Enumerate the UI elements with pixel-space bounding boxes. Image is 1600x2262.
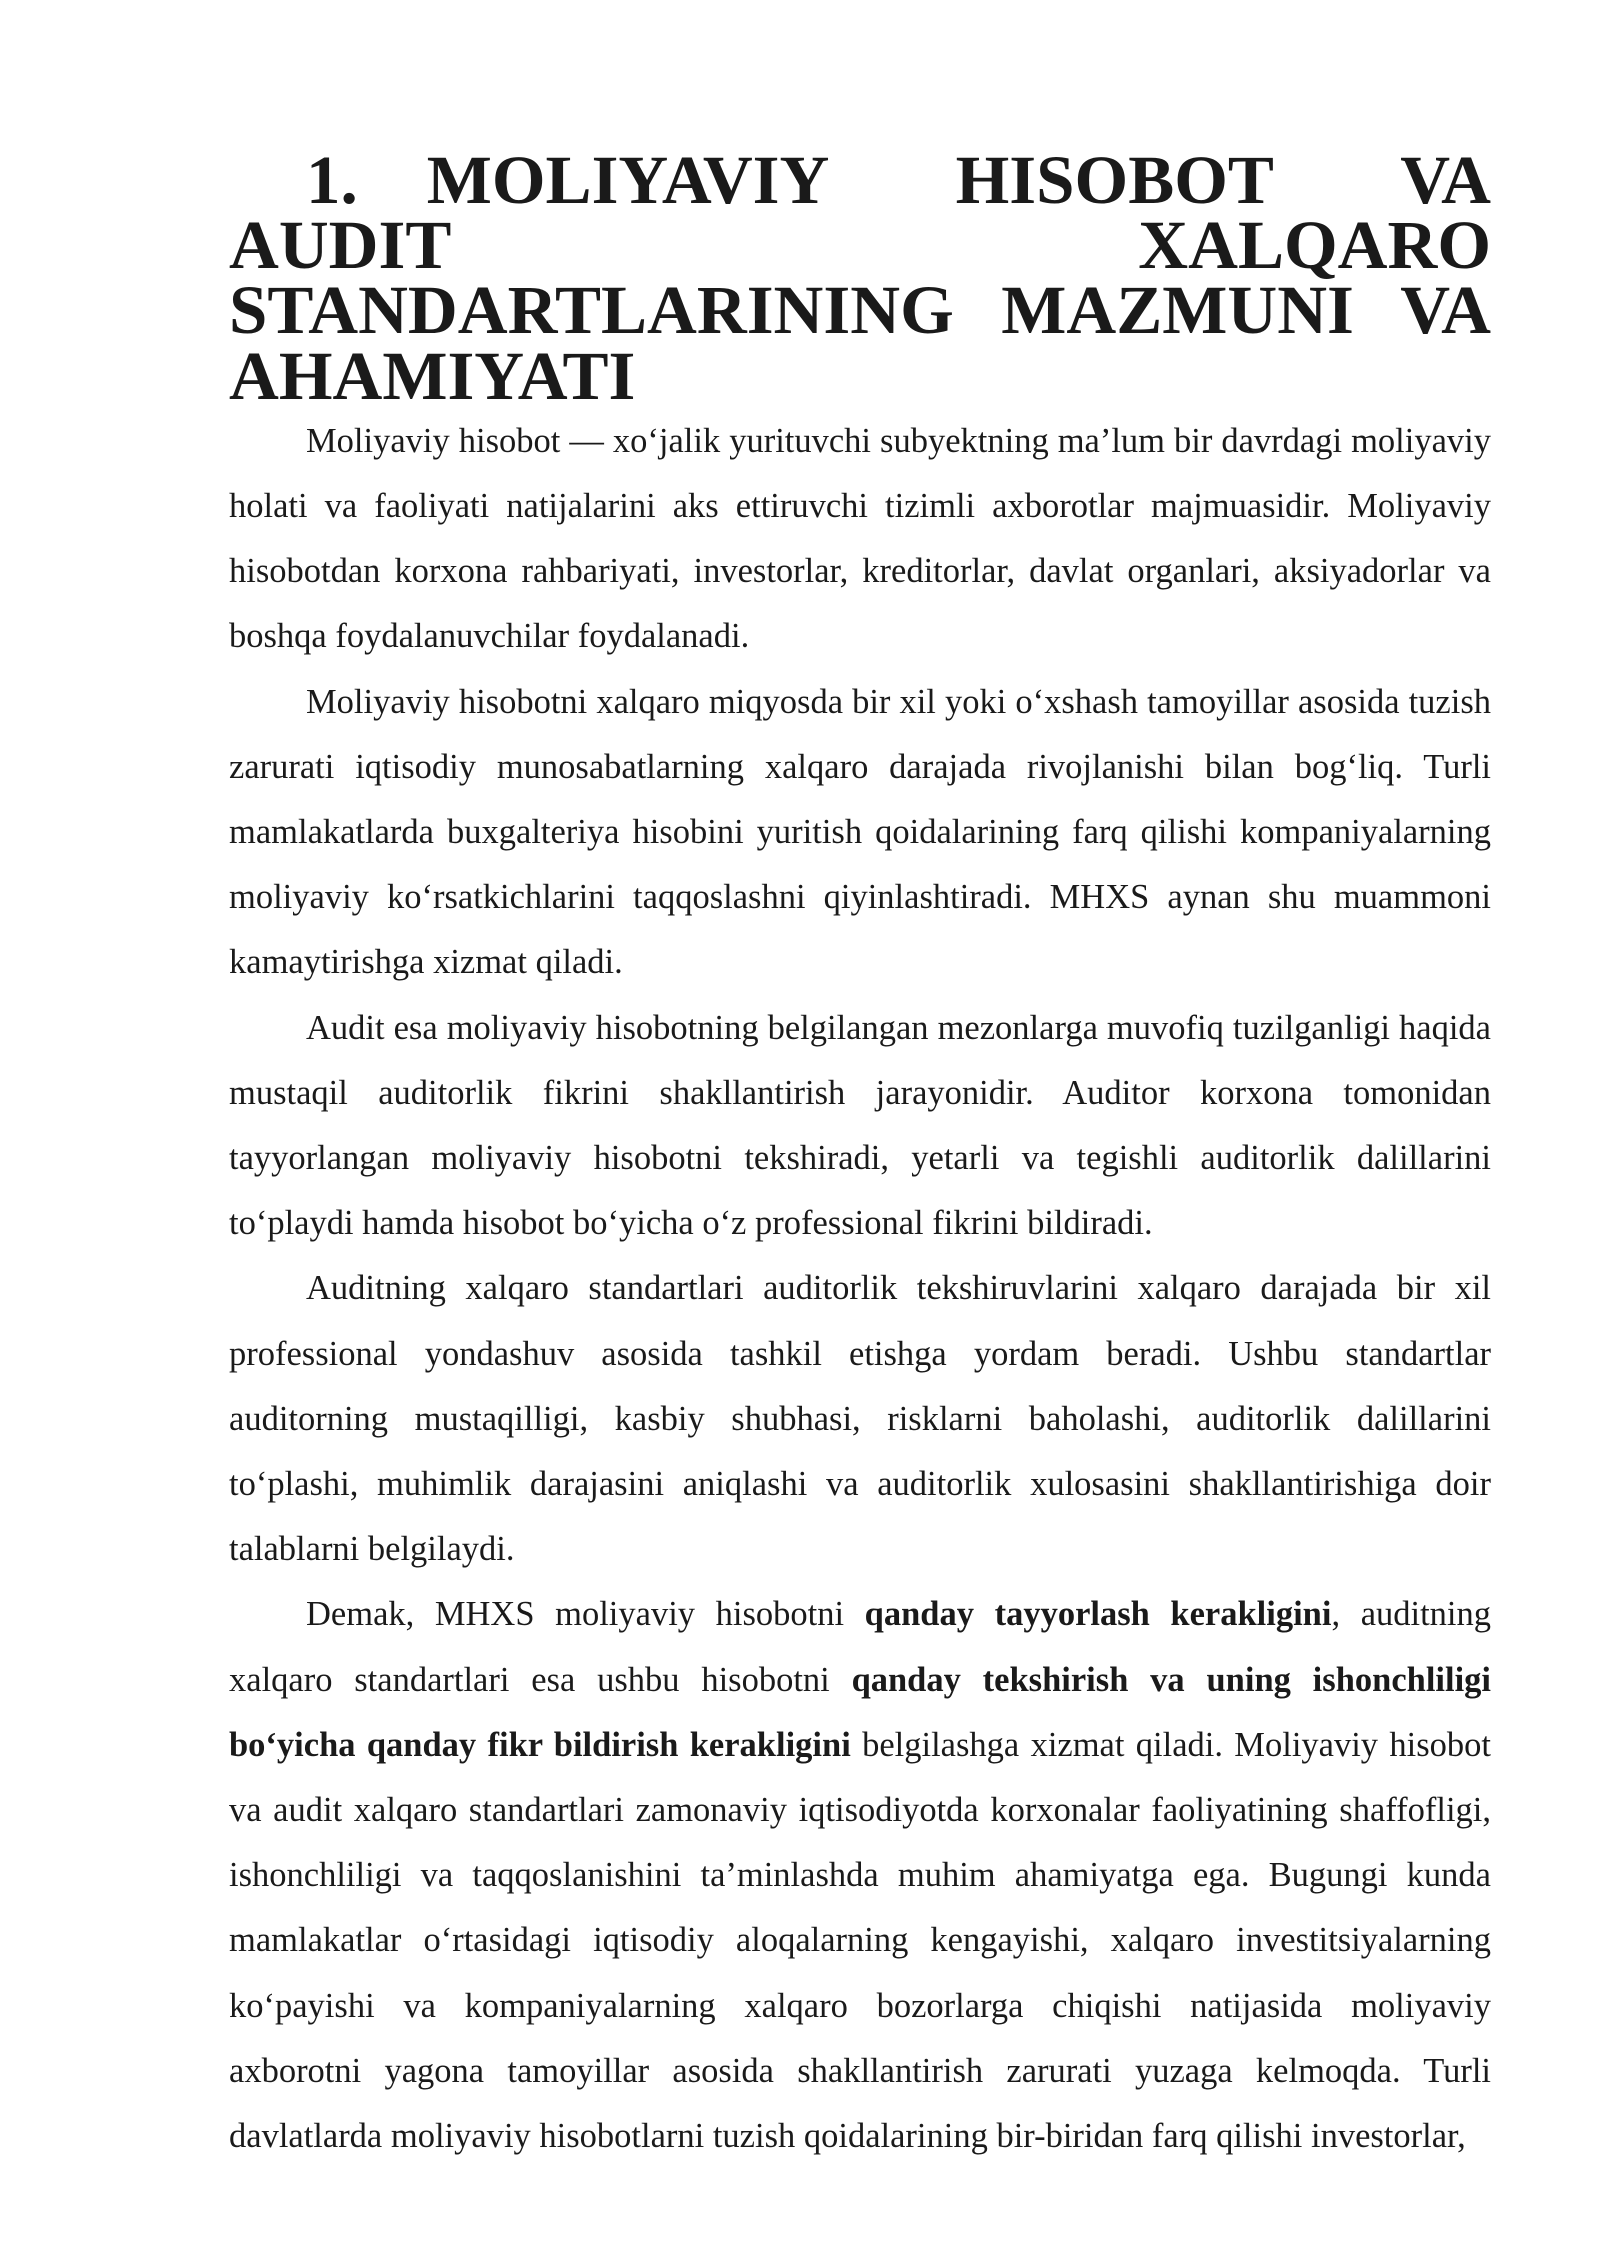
section-heading-line-1: 1. MOLIYAVIY HISOBOT VA AUDIT XALQARO bbox=[229, 142, 1491, 284]
paragraph-conclusion bbox=[229, 1582, 1491, 2169]
section-heading-line-2: STANDARTLARINING MAZMUNI VA AHAMIYATI bbox=[229, 272, 1491, 414]
conclusion-text-2: , auditning xalqaro standartlari esa ushbu hisobotni bbox=[229, 1595, 1492, 1699]
conclusion-text-1: Demak, MHXS moliyaviy hisobotni bbox=[306, 1595, 865, 1634]
conclusion-bold-1: qanday tayyorlash kerakligini bbox=[864, 1595, 1332, 1634]
conclusion-bold-2: qanday tekshirish va uning ishonchliligi bo‘yicha qanday fikr bildirish kerakligini bbox=[229, 1660, 1491, 1764]
document-page bbox=[229, 142, 1492, 2169]
conclusion-text-3: belgilashga xizmat qiladi. Moliyaviy hisobot va audit xalqaro standartlari zamonaviy iqtisodiyotda korxonalar faoliyatining shaffofligi, ishonchliligi va taqqoslanishini ta’minlashda muhim ahamiyatga ega. Bugungi kunda mamlakatlar o‘rtasidagi iqtisodiy aloqalarning kengayishi, xalqaro investitsiyalarning ko‘payishi va kompaniyalarning xalqaro bozorlarga chiqishi natijasida moliyaviy axborotni yagona tamoyillar asosida shakllantirish zarurati yuzaga kelmoqda. Turli davlatlarda moliyaviy hisobotlarni tuzish qoidalarining bir-biridan farq qilishi investorlar, bbox=[229, 1725, 1491, 2156]
paragraph-international-audit-standards: Auditning xalqaro standartlari auditorlik tekshiruvlarini xalqaro darajada bir xil professional yondashuv asosida tashkil etishga yordam beradi. Ushbu standartlar auditorning mustaqilligi, kasbiy shubhasi, risklarni baholashi, auditorlik dalillarini to‘plashi, muhimlik darajasini aniqlashi va auditorlik xulosasini shakllantirishiga doir talablarni belgilaydi. bbox=[229, 1269, 1491, 1569]
paragraph-financial-reporting-definition: Moliyaviy hisobot — xo‘jalik yurituvchi subyektning ma’lum bir davrdagi moliyaviy holati va faoliyati natijalarini aks ettiruvchi tizimli axborotlar majmuasidir. Moliyaviy hisobotdan korxona rahbariyati, investorlar, kreditorlar, davlat organlari, aksiyadorlar va boshqa foydalanuvchilar foydalanadi. bbox=[229, 421, 1491, 656]
paragraph-audit-definition: Audit esa moliyaviy hisobotning belgilangan mezonlarga muvofiq tuzilganligi haqida mustaqil auditorlik fikrini shakllantirish jarayonidir. Auditor korxona tomonidan tayyorlangan moliyaviy hisobotni tekshiradi, yetarli va tegishli auditorlik dalillarini to‘playdi hamda hisobot bo‘yicha o‘z professional fikrini bildiradi. bbox=[229, 1008, 1491, 1243]
section-heading bbox=[229, 142, 1491, 414]
paragraph-international-principles: Moliyaviy hisobotni xalqaro miqyosda bir xil yoki o‘xshash tamoyillar asosida tuzish zarurati iqtisodiy munosabatlarning xalqaro darajada rivojlanishi bilan bog‘liq. Turli mamlakatlarda buxgalteriya hisobini yuritish qoidalarining farq qilishi kompaniyalarning moliyaviy ko‘rsatkichlarini taqqoslashni qiyinlashtiradi. MHXS aynan shu muammoni kamaytirishga xizmat qiladi. bbox=[229, 682, 1491, 982]
